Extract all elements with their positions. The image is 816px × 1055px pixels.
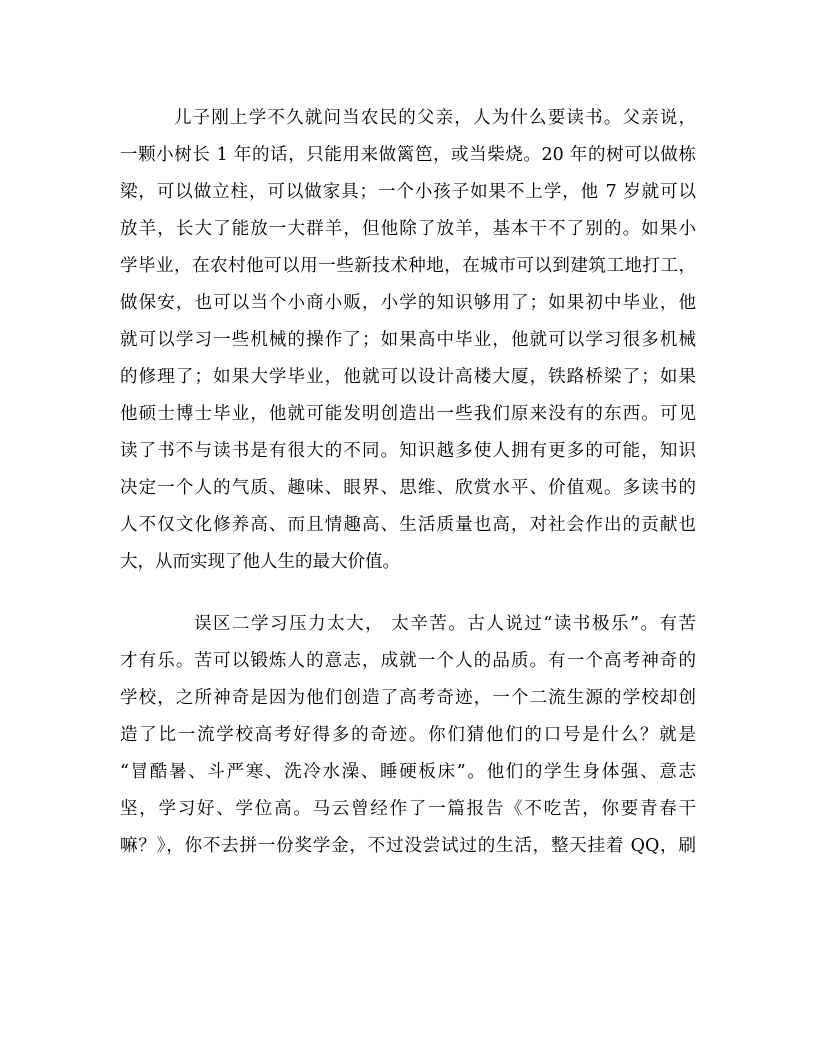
paragraph-1-line-9: 他硕士博士毕业，他就可能发明创造出一些我们原来没有的东西。可见 <box>120 404 696 424</box>
paragraph-1-line-7: 就可以学习一些机械的操作了；如果高中毕业，他就可以学习很多机械 <box>120 330 696 350</box>
paragraph-2-line-3: 学校，之所神奇是因为他们创造了高考奇迹，一个二流生源的学校却创 <box>120 688 696 708</box>
paragraph-1-line-13: 大，从而实现了他人生的最大价值。 <box>120 552 400 572</box>
paragraph-1-line-4: 放羊，长大了能放一大群羊，但他除了放羊，基本干不了别的。如果小 <box>120 219 696 239</box>
paragraph-1-line-11: 决定一个人的气质、趣味、眼界、思维、欣赏水平、价值观。多读书的 <box>120 478 696 498</box>
paragraph-1-line-5: 学毕业，在农村他可以用一些新技术种地，在城市可以到建筑工地打工， <box>120 256 696 276</box>
paragraph-1-line-2: 一颗小树长 1 年的话，只能用来做篱笆，或当柴烧。20 年的树可以做栋 <box>120 145 696 165</box>
paragraph-1-line-6: 做保安，也可以当个小商小贩，小学的知识够用了；如果初中毕业，他 <box>120 293 696 313</box>
paragraph-2-line-6: 坚，学习好、学位高。马云曾经作了一篇报告《不吃苦，你要青春干 <box>120 799 696 819</box>
paragraph-2-line-7: 嘛？》，你不去拼一份奖学金，不过没尝试过的生活，整天挂着 QQ，刷 <box>120 836 696 856</box>
paragraph-1-line-3: 梁，可以做立柱，可以做家具；一个小孩子如果不上学，他 7 岁就可以 <box>120 182 696 202</box>
paragraph-2-line-5: “冒酷暑、斗严寒、洗冷水澡、睡硬板床”。他们的学生身体强、意志 <box>120 762 696 782</box>
paragraph-1-line-12: 人不仅文化修养高、而且情趣高、生活质量也高，对社会作出的贡献也 <box>120 515 696 535</box>
paragraph-1-line-10: 读了书不与读书是有很大的不同。知识越多使人拥有更多的可能，知识 <box>120 441 696 461</box>
paragraph-2-line-1: 误区二学习压力太大， 太辛苦。古人说过“读书极乐”。有苦 <box>194 614 696 634</box>
paragraph-2-line-4: 造了比一流学校高考好得多的奇迹。你们猜他们的口号是什么？就是 <box>120 725 696 745</box>
paragraph-2-line-2: 才有乐。苦可以锻炼人的意志，成就一个人的品质。有一个高考神奇的 <box>120 651 696 671</box>
paragraph-1-line-8: 的修理了；如果大学毕业，他就可以设计高楼大厦，铁路桥梁了；如果 <box>120 367 696 387</box>
paragraph-1-line-1: 儿子刚上学不久就问当农民的父亲，人为什么要读书。父亲说， <box>174 108 696 128</box>
